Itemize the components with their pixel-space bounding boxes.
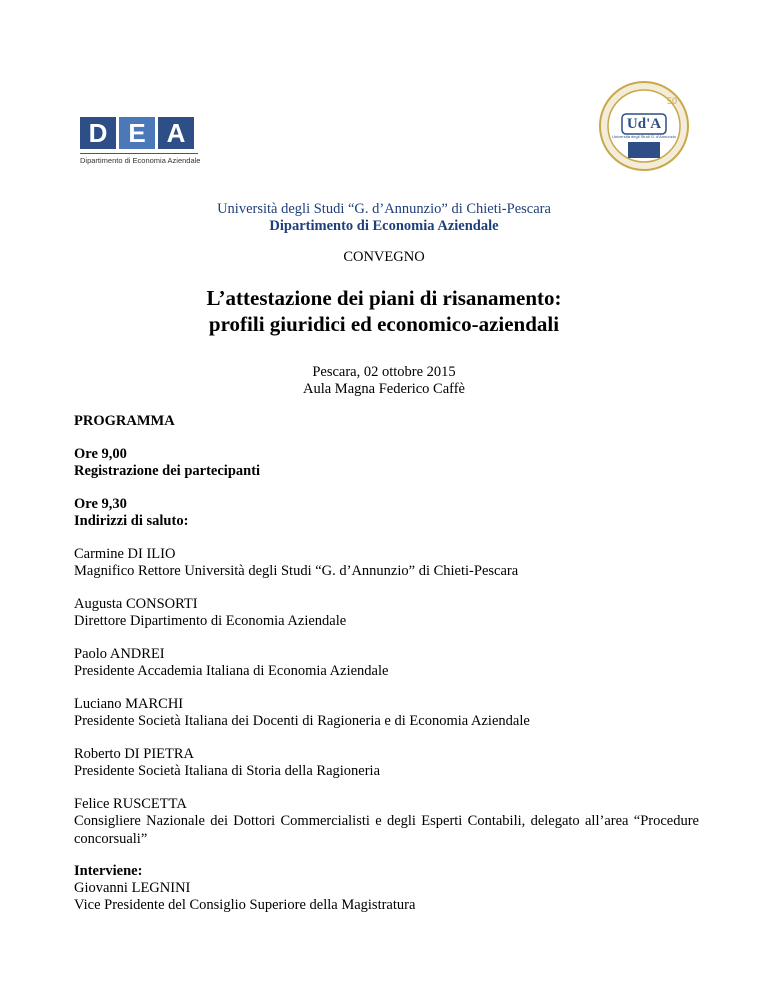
- speaker-name: Carmine DI ILIO: [74, 546, 176, 562]
- intervention-name: Giovanni LEGNINI: [74, 880, 191, 896]
- speaker-role: Consigliere Nazionale dei Dottori Commercialisti e degli Esperti Contabili, delegato all’area “Procedure concorsuali”: [74, 813, 699, 847]
- slot1-time: Ore 9,00: [74, 446, 127, 462]
- speaker-name: Felice RUSCETTA: [74, 796, 187, 812]
- event-type: CONVEGNO: [343, 249, 425, 265]
- speaker-name: Augusta CONSORTI: [74, 596, 198, 612]
- seal-base-shape: [628, 142, 660, 158]
- event-date-place: Pescara, 02 ottobre 2015: [312, 364, 456, 380]
- slot2-time: Ore 9,30: [74, 496, 127, 512]
- uda-ring-text: Università degli Studi G. d'Annunzio: [612, 134, 676, 139]
- uda-seal-logo: [598, 80, 690, 172]
- uda-logo-text: Ud'A: [626, 116, 662, 132]
- dea-logo: [80, 117, 201, 167]
- event-title-line2: profili giuridici ed economico-aziendali: [208, 312, 560, 336]
- speaker-role: Magnifico Rettore Università degli Studi “G. d’Annunzio” di Chieti-Pescara: [74, 563, 519, 579]
- dea-letter-d: D: [80, 117, 116, 149]
- uda-badge-text: 50: [666, 96, 678, 106]
- event-title-line1: L’attestazione dei piani di risanamento:: [206, 286, 562, 310]
- speaker-role: Direttore Dipartimento di Economia Aziendale: [74, 613, 347, 629]
- slot1-label: Registrazione dei partecipanti: [74, 463, 261, 479]
- intervention-role: Vice Presidente del Consiglio Superiore della Magistratura: [74, 897, 416, 913]
- speaker-name: Luciano MARCHI: [74, 696, 184, 712]
- dea-letter-e: E: [119, 117, 155, 149]
- slot2-label: Indirizzi di saluto:: [74, 513, 189, 529]
- program-heading: PROGRAMMA: [74, 413, 175, 429]
- speaker-role: Presidente Accademia Italiana di Economia Aziendale: [74, 663, 389, 679]
- university-name: Università degli Studi “G. d’Annunzio” di Chieti-Pescara: [217, 201, 551, 217]
- dea-logo-subtitle: Dipartimento di Economia Aziendale: [80, 153, 198, 165]
- department-name: Dipartimento di Economia Aziendale: [269, 218, 499, 234]
- speaker-name: Paolo ANDREI: [74, 646, 165, 662]
- dea-letter-a: A: [158, 117, 194, 149]
- speaker-role: Presidente Società Italiana di Storia della Ragioneria: [74, 763, 381, 779]
- speaker-name: Roberto DI PIETRA: [74, 746, 195, 762]
- event-venue: Aula Magna Federico Caffè: [303, 381, 465, 397]
- intervention-label: Interviene:: [74, 863, 143, 879]
- speaker-role: Presidente Società Italiana dei Docenti di Ragioneria e di Economia Aziendale: [74, 713, 530, 729]
